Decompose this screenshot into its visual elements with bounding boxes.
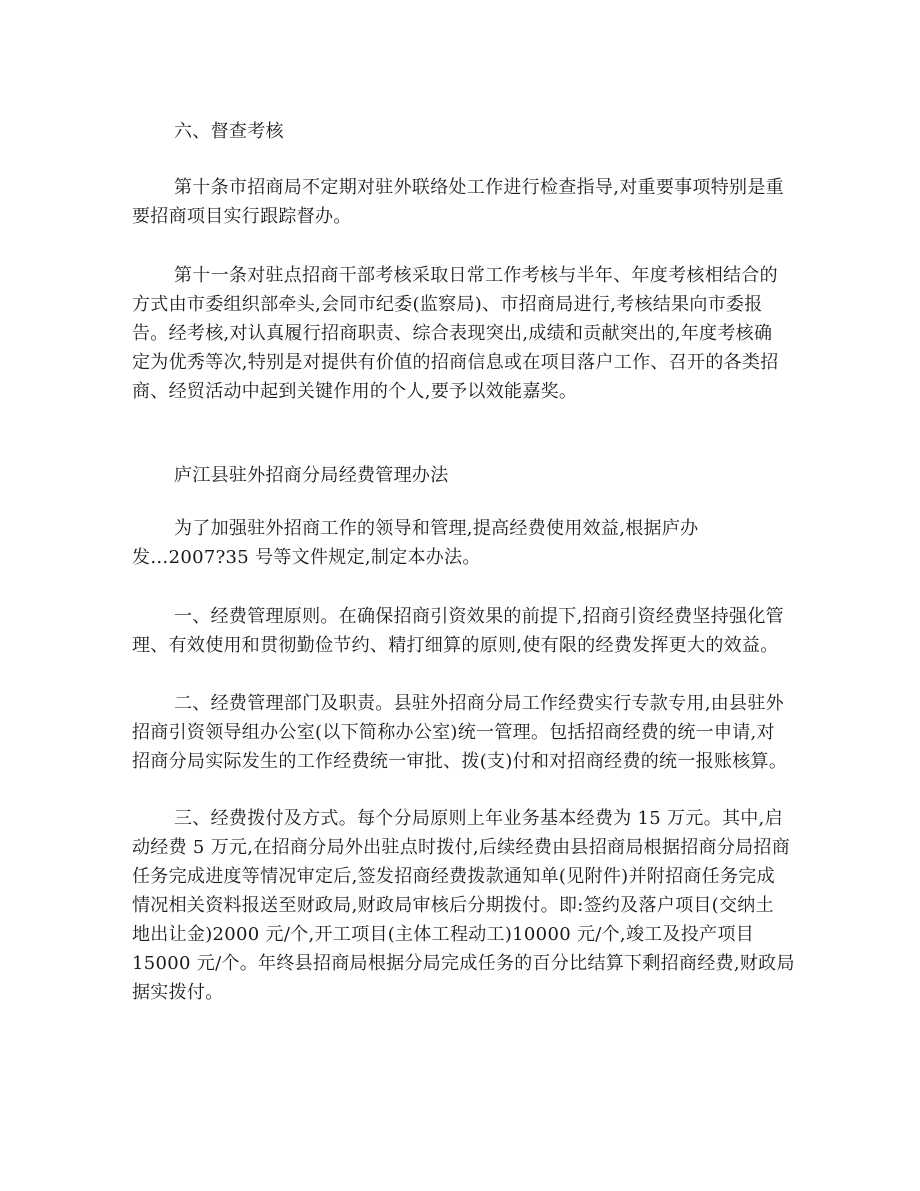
article-11-line: 告。经考核,对认真履行招商职责、综合表现突出,成绩和贡献突出的,年度考核确 bbox=[132, 323, 773, 344]
intro-line: 为了加强驻外招商工作的领导和管理,提高经费使用效益,根据庐办 bbox=[174, 518, 699, 539]
title-measures bbox=[174, 461, 794, 490]
section-3-line: 动经费 5 万元,在招商分局外出驻点时拨付,后续经费由县招商局根据招商分局招商 bbox=[132, 837, 791, 858]
section-3-line: 15000 元/个。年终县招商局根据分局完成任务的百分比结算下剩招商经费,财政局 bbox=[132, 953, 795, 974]
section-3-line: 情况相关资料报送至财政局,财政局审核后分期拨付。即:签约及落户项目(交纳土 bbox=[132, 895, 774, 916]
section-2-line: 招商引资领导组办公室(以下简称办公室)统一管理。包括招商经费的统一申请,对 bbox=[132, 722, 775, 743]
article-11-line: 第十一条对驻点招商干部考核采取日常工作考核与半年、年度考核相结合的 bbox=[174, 265, 778, 286]
section-1-line: 一、经费管理原则。在确保招商引资效果的前提下,招商引资经费坚持强化管 bbox=[174, 606, 784, 627]
article-10-line: 要招商项目实行跟踪督办。 bbox=[132, 206, 352, 227]
title-measures-text: 庐江县驻外招商分局经费管理办法 bbox=[174, 465, 449, 486]
article-11-line: 商、经贸活动中起到关键作用的个人,要予以效能嘉奖。 bbox=[132, 381, 578, 402]
section-3-line: 据实拨付。 bbox=[132, 982, 224, 1003]
section-3-line: 三、经费拨付及方式。每个分局原则上年业务基本经费为 15 万元。其中,启 bbox=[174, 808, 783, 829]
heading-supervision bbox=[174, 117, 794, 146]
section-1-line: 理、有效使用和贯彻勤俭节约、精打细算的原则,使有限的经费发挥更大的效益。 bbox=[132, 635, 779, 656]
article-11-paragraph bbox=[132, 261, 794, 406]
intro-line: 发…2007?35 号等文件规定,制定本办法。 bbox=[132, 547, 481, 568]
section-3-line: 地出让金)2000 元/个,开工项目(主体工程动工)10000 元/个,竣工及投产项目 bbox=[132, 924, 755, 945]
article-11-line: 定为优秀等次,特别是对提供有价值的招商信息或在项目落户工作、召开的各类招 bbox=[132, 352, 779, 373]
article-10-paragraph bbox=[132, 173, 794, 231]
section-2-line: 招商分局实际发生的工作经费统一审批、拨(支)付和对招商经费的统一报账核算。 bbox=[132, 751, 788, 772]
article-11-line: 方式由市委组织部牵头,会同市纪委(监察局)、市招商局进行,考核结果向市委报 bbox=[132, 294, 763, 315]
section-2-line: 二、经费管理部门及职责。县驻外招商分局工作经费实行专款专用,由县驻外 bbox=[174, 693, 784, 714]
section-1-paragraph bbox=[132, 602, 794, 660]
section-3-paragraph bbox=[132, 804, 795, 1007]
section-2-paragraph bbox=[132, 689, 794, 776]
heading-supervision-text: 六、督查考核 bbox=[174, 121, 284, 142]
article-10-line: 第十条市招商局不定期对驻外联络处工作进行检查指导,对重要事项特别是重 bbox=[174, 177, 784, 198]
intro-paragraph bbox=[132, 514, 794, 572]
section-3-line: 任务完成进度等情况审定后,签发招商经费拨款通知单(见附件)并附招商任务完成 bbox=[132, 866, 775, 887]
